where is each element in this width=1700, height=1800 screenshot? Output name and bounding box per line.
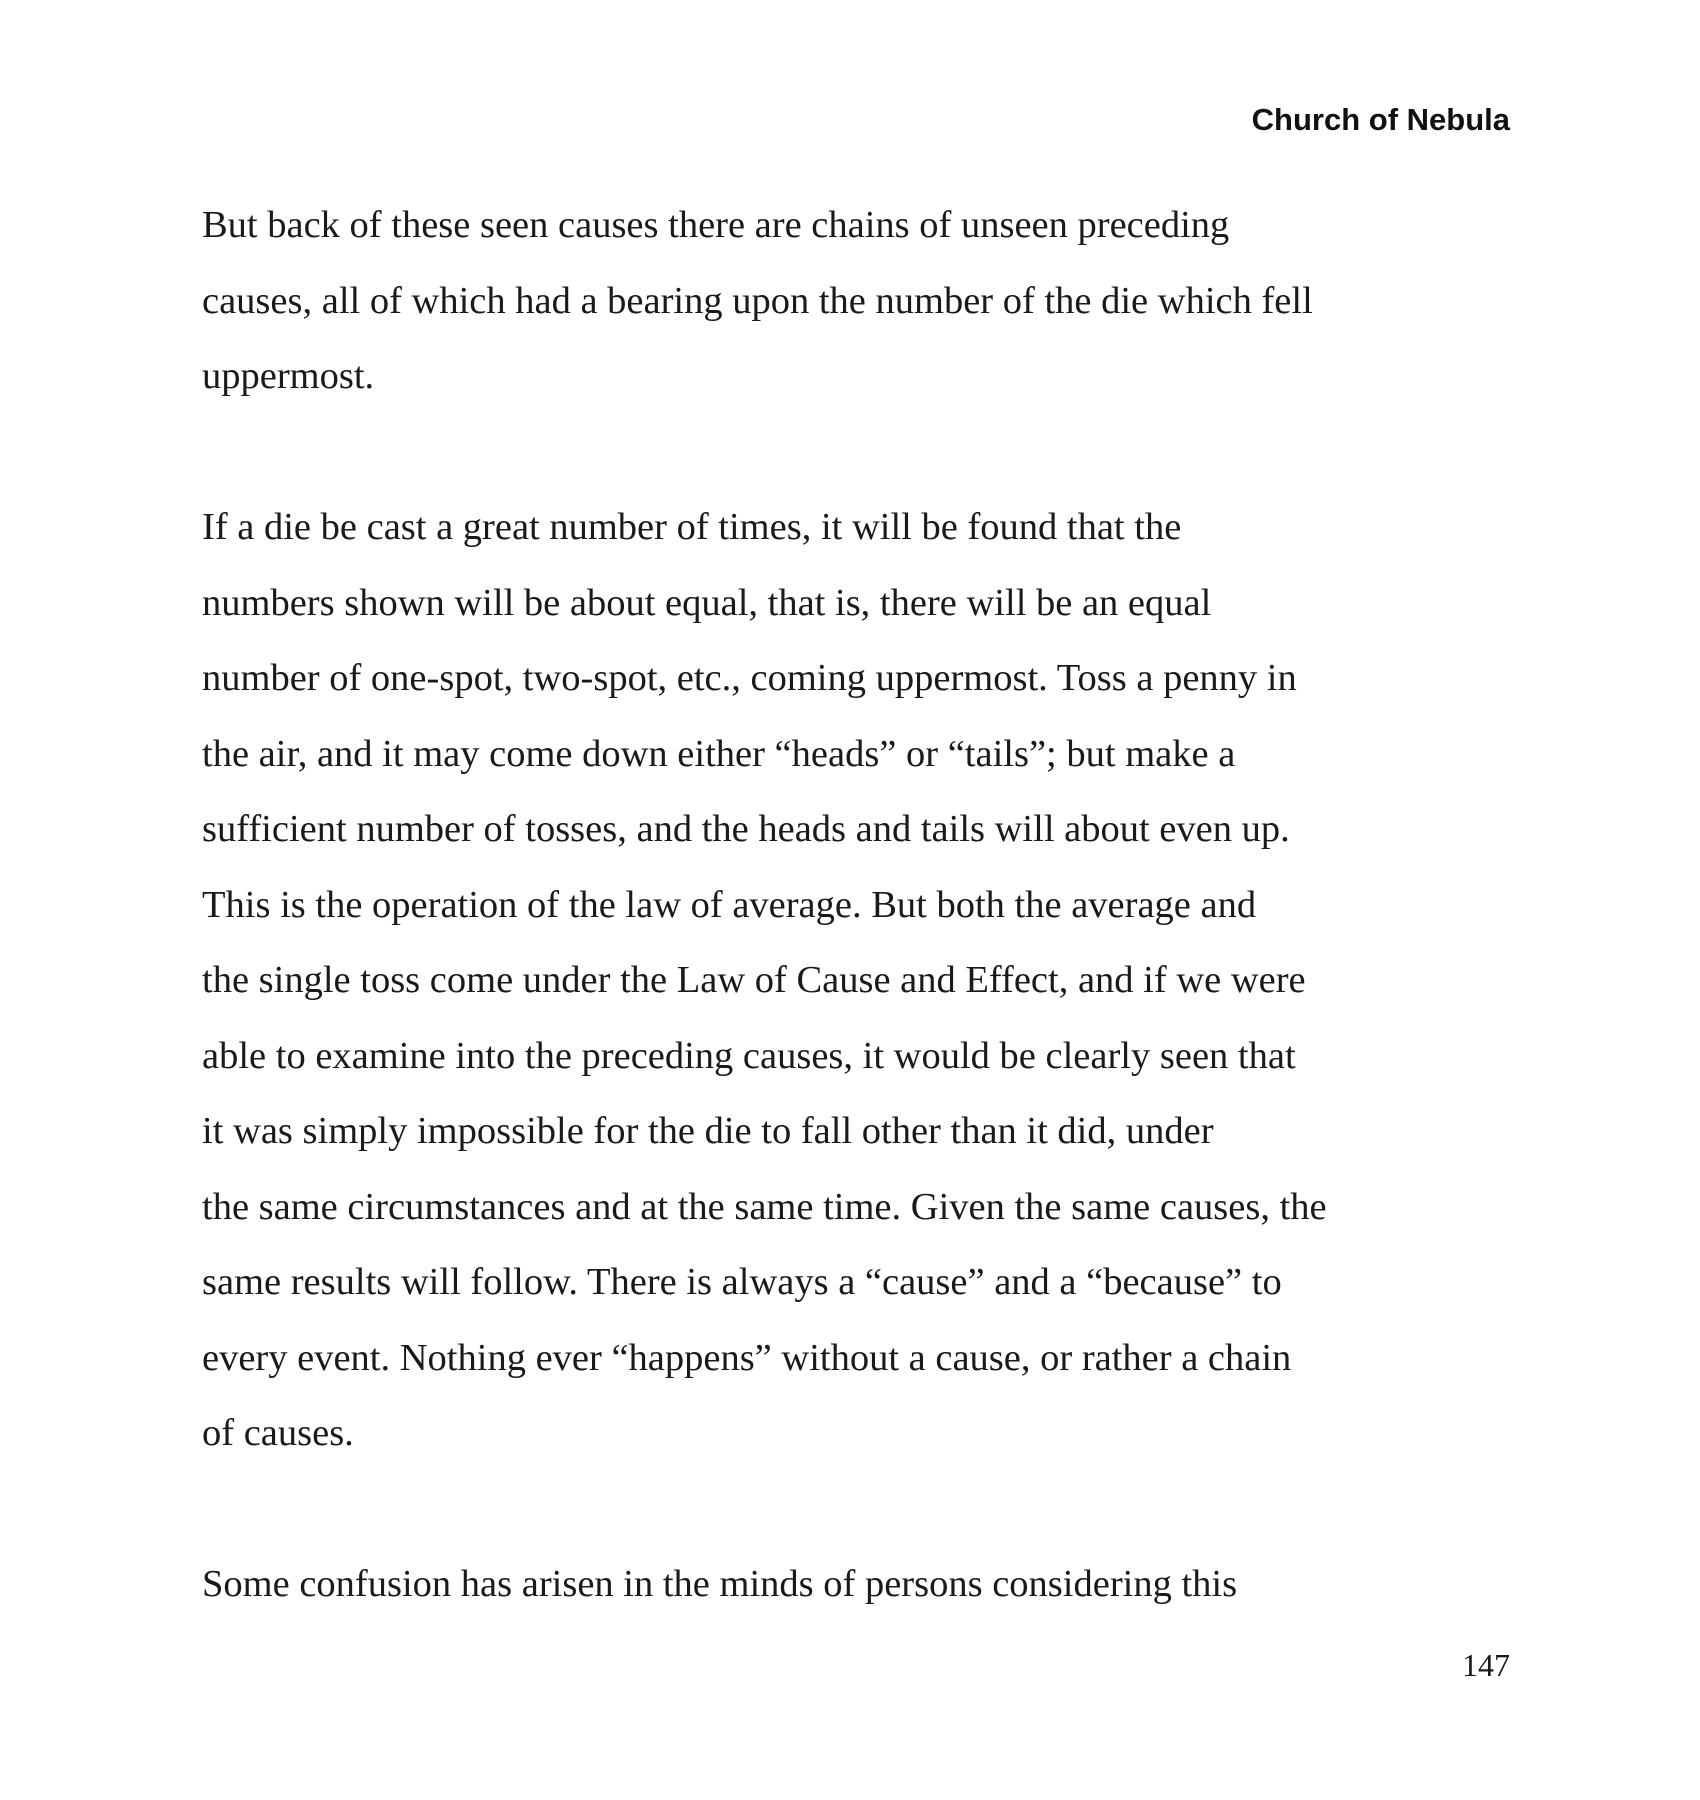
text-line: numbers shown will be about equal, that is, there will be an equal [202, 581, 1212, 624]
text-line: Some confusion has arisen in the minds of persons considering this [202, 1563, 1238, 1605]
text-line: causes, all of which had a bearing upon the number of the die which fell [202, 279, 1313, 322]
text-line: the air, and it may come down either “heads” or “tails”; but make a [202, 732, 1236, 775]
text-line: every event. Nothing ever “happens” without a cause, or rather a chain [202, 1336, 1292, 1379]
text-line: able to examine into the preceding causes, it would be clearly seen that [202, 1034, 1296, 1077]
body-text [202, 188, 1502, 1698]
text-line: number of one-spot, two-spot, etc., coming uppermost. Toss a penny in [202, 657, 1297, 699]
text-line: the same circumstances and at the same time. Given the same causes, the [202, 1185, 1327, 1228]
text-line: same results will follow. There is always a “cause” and a “because” to [202, 1261, 1282, 1303]
text-line: This is the operation of the law of average. But both the average and [202, 883, 1257, 926]
paragraph [202, 188, 1502, 415]
text-line: sufficient number of tosses, and the heads and tails will about even up. [202, 808, 1290, 850]
text-line: If a die be cast a great number of times, it will be found that the [202, 506, 1182, 548]
paragraph [202, 1547, 1502, 1623]
text-line: But back of these seen causes there are chains of unseen preceding [202, 204, 1230, 246]
text-line: of causes. [202, 1412, 354, 1454]
text-line: uppermost. [202, 355, 375, 397]
text-line: the single toss come under the Law of Cause and Effect, and if we were [202, 959, 1306, 1001]
page-number: 147 [1462, 1647, 1510, 1683]
text-line: it was simply impossible for the die to fall other than it did, under [202, 1110, 1214, 1152]
running-header: Church of Nebula [1251, 102, 1510, 137]
paragraph [202, 490, 1502, 1472]
